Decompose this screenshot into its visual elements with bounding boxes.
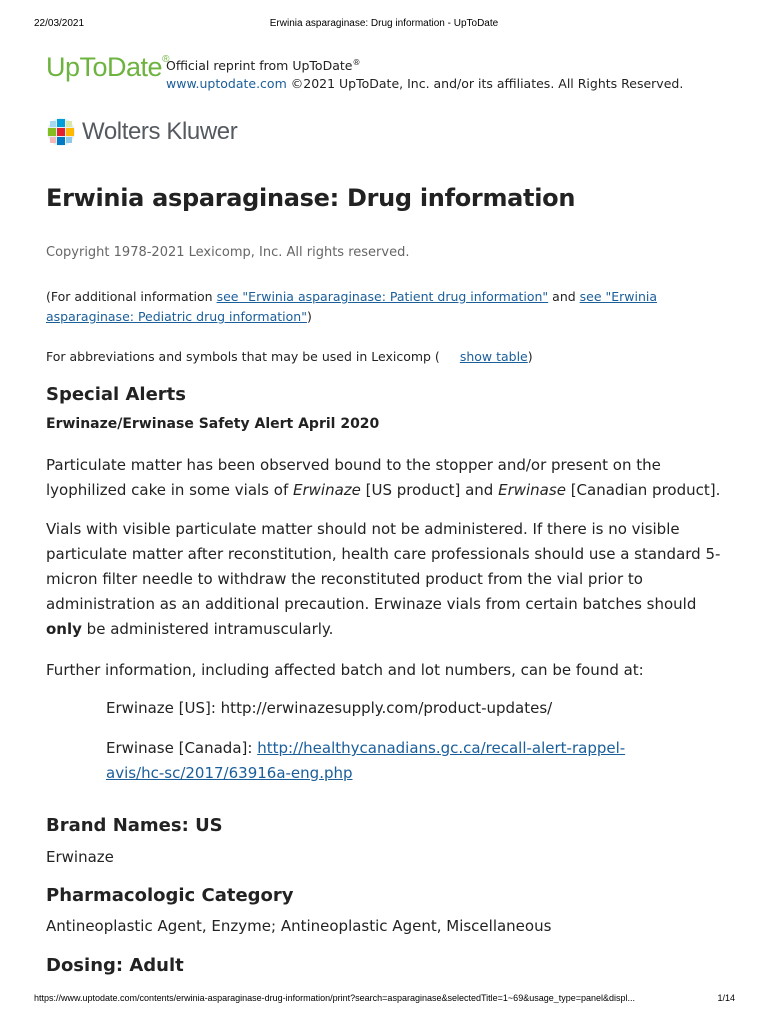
- copyright-notice: Copyright 1978-2021 Lexicomp, Inc. All rights reserved.: [46, 245, 410, 260]
- canada-recall-link[interactable]: http://healthycanadians.gc.ca/recall-alert-rappel-avis/hc-sc/2017/63916a-eng.php: [106, 739, 626, 782]
- brand-header: [46, 52, 736, 92]
- print-url: https://www.uptodate.com/contents/erwinia-asparaginase-drug-information/print?search=asparaginase&selectedTitle=1~69&usage_type=panel&displ...: [34, 993, 636, 1003]
- uptodate-logo: UpToDate®: [46, 52, 169, 82]
- uptodate-site-link[interactable]: www.uptodate.com: [166, 76, 287, 92]
- additional-info: (For additional information see "Erwinia asparaginase: Patient drug information" and see "Erwinia asparaginase: Pediatric drug information"): [46, 289, 658, 324]
- us-resource-line: Erwinaze [US]: http://erwinazesupply.com/product-updates/: [106, 699, 553, 717]
- wolters-kluwer-logo: [46, 117, 246, 149]
- reprint-notice: Official reprint from UpToDate® www.uptodate.com ©2021 UpToDate, Inc. and/or its affiliates. All Rights Reserved.: [166, 58, 684, 92]
- reprint-line: Official reprint from UpToDate: [166, 58, 353, 74]
- alert-paragraph-2: Vials with visible particulate matter should not be administered. If there is no visible particulate matter after reconstitution, health care professionals should use a standard 5-micron filter needle to withdraw the reconstituted product from the vial prior to administration as an additional precaution. Erwinaze vials from certain batches should only be administered intramuscularly.: [46, 520, 721, 638]
- alert-title: Erwinaze/Erwinase Safety Alert April 2020: [46, 416, 380, 432]
- show-table-link[interactable]: show table: [459, 349, 528, 364]
- publisher-name: Wolters Kluwer: [82, 118, 238, 145]
- rights-text: ©2021 UpToDate, Inc. and/or its affiliates. All Rights Reserved.: [286, 76, 684, 92]
- canada-resource-line: Erwinase [Canada]: http://healthycanadians.gc.ca/recall-alert-rappel-avis/hc-sc/2017/63916a-eng.php: [106, 739, 626, 782]
- special-alerts-heading: Special Alerts: [46, 384, 186, 405]
- brand-names-heading: Brand Names: US: [46, 815, 223, 836]
- alert-paragraph-3: Further information, including affected batch and lot numbers, can be found at:: [46, 661, 644, 679]
- print-header: [0, 18, 768, 32]
- pharm-category-value: Antineoplastic Agent, Enzyme; Antineoplastic Agent, Miscellaneous: [46, 917, 552, 935]
- page-title: Erwinia asparaginase: Drug information: [46, 184, 576, 212]
- dosing-adult-heading: Dosing: Adult: [46, 955, 184, 976]
- print-footer: [0, 993, 768, 1007]
- wolters-kluwer-mark-icon: [46, 117, 76, 147]
- brand-names-value: Erwinaze: [46, 848, 114, 866]
- pharm-category-heading: Pharmacologic Category: [46, 885, 294, 906]
- patient-drug-info-link[interactable]: see "Erwinia asparaginase: Patient drug information": [216, 289, 549, 304]
- print-title: Erwinia asparaginase: Drug information - UpToDate: [269, 18, 499, 29]
- page-number: 1/14: [717, 993, 735, 1003]
- pediatric-drug-info-link[interactable]: see "Erwinia asparaginase: Pediatric drug information": [46, 289, 658, 324]
- abbreviations-note: For abbreviations and symbols that may be used in Lexicomp ( show table): [46, 349, 533, 364]
- print-date: 22/03/2021: [34, 18, 85, 29]
- alert-paragraph-1: Particulate matter has been observed bound to the stopper and/or present on the lyophilized cake in some vials of Erwinaze [US product] and Erwinase [Canadian product].: [46, 456, 721, 499]
